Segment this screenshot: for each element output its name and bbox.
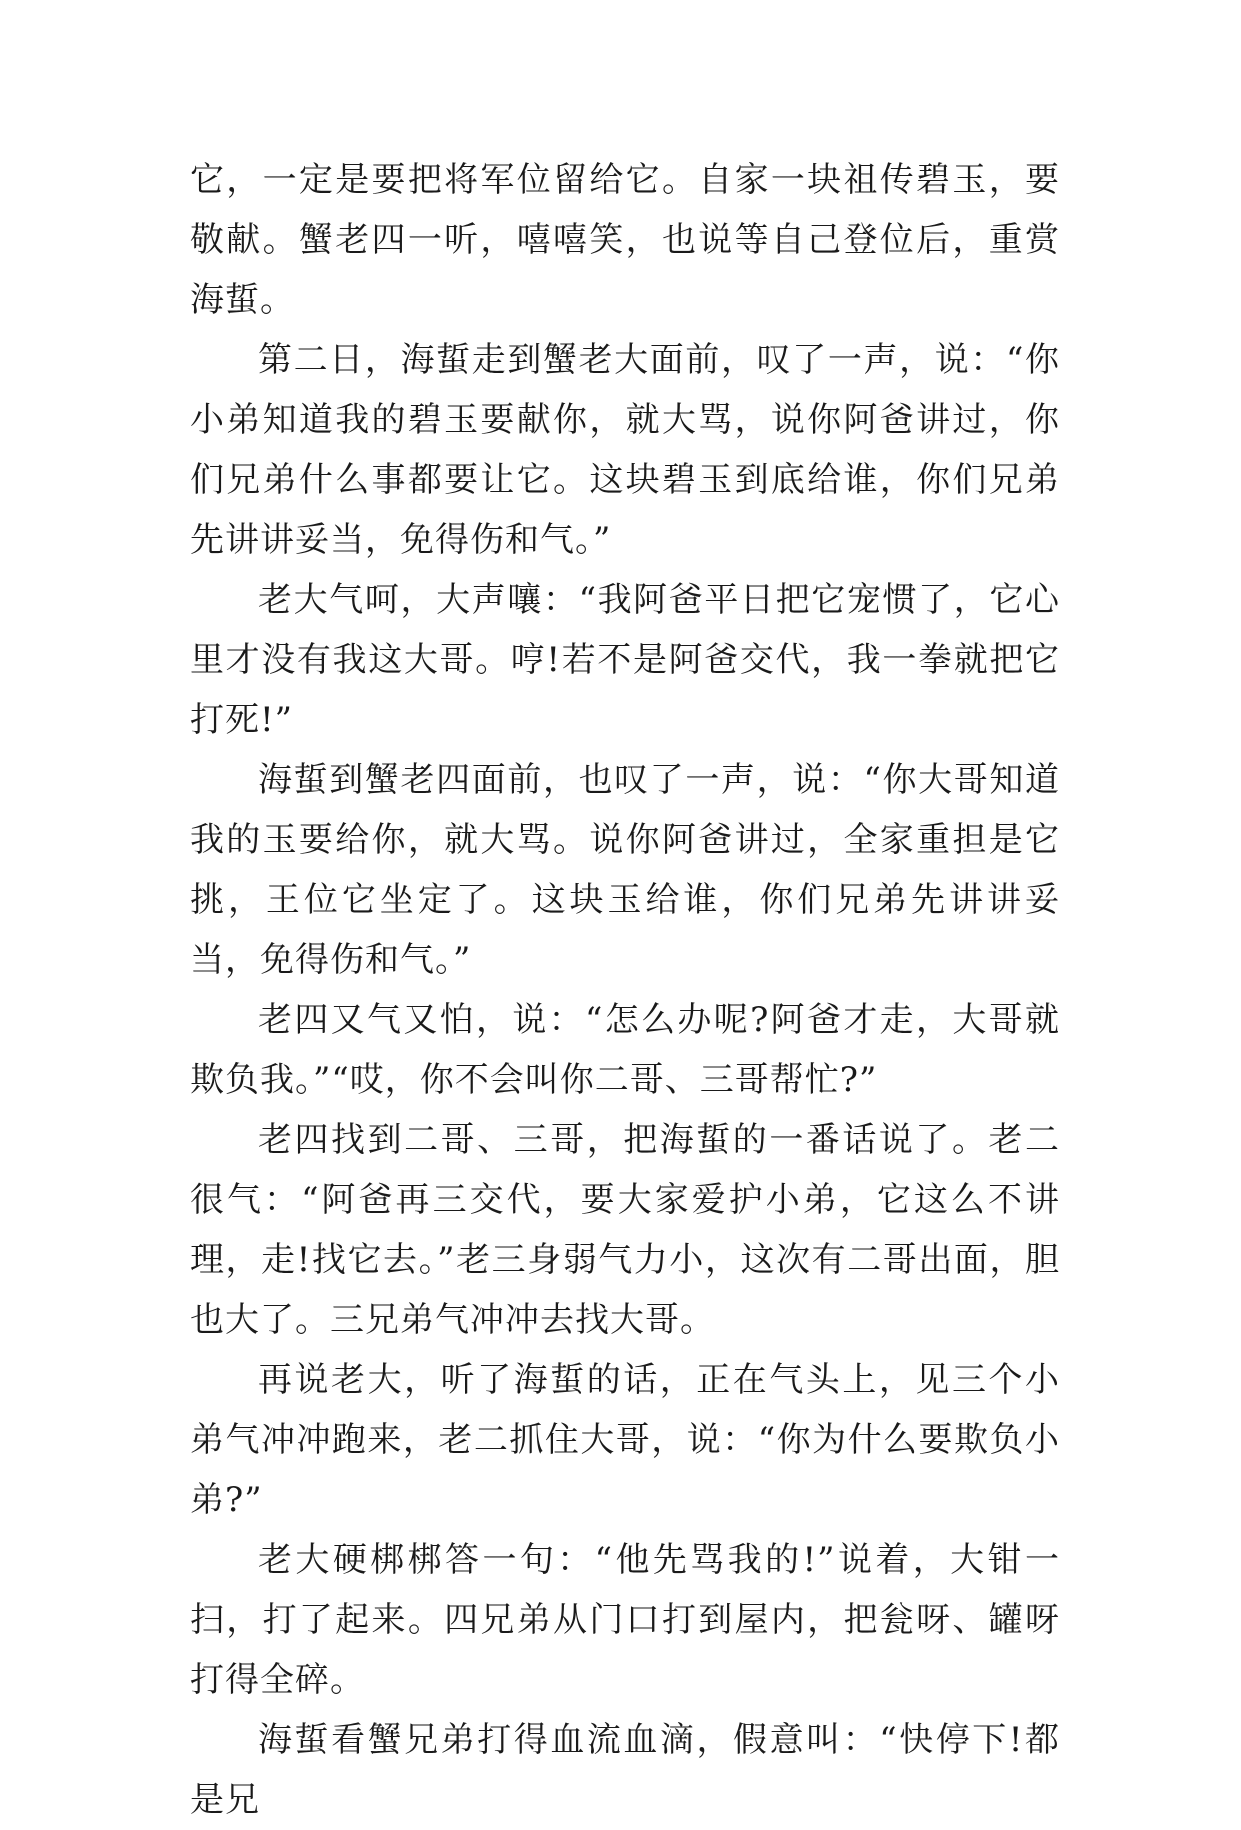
paragraph-7: 再说老大，听了海蜇的话，正在气头上，见三个小弟气冲冲跑来，老二抓住大哥，说：“你为什么要欺负小弟?” bbox=[190, 1360, 1060, 1520]
document-body bbox=[190, 150, 1060, 1830]
paragraph-3: 老大气呵，大声嚷：“我阿爸平日把它宠惯了，它心里才没有我这大哥。哼!若不是阿爸交代，我一拳就把它打死!” bbox=[190, 580, 1060, 740]
paragraph-5: 老四又气又怕，说：“怎么办呢?阿爸才走，大哥就欺负我。”“哎，你不会叫你二哥、三哥帮忙?” bbox=[190, 1000, 1060, 1100]
paragraph-1: 它，一定是要把将军位留给它。自家一块祖传碧玉，要敬献。蟹老四一听，嘻嘻笑，也说等自己登位后，重赏海蜇。 bbox=[190, 160, 1060, 320]
paragraph-9: 海蜇看蟹兄弟打得血流血滴，假意叫：“快停下!都是兄 bbox=[190, 1720, 1060, 1820]
paragraph-4: 海蜇到蟹老四面前，也叹了一声，说：“你大哥知道我的玉要给你，就大骂。说你阿爸讲过，全家重担是它挑，王位它坐定了。这块玉给谁，你们兄弟先讲讲妥当，免得伤和气。” bbox=[190, 760, 1060, 980]
paragraph-2: 第二日，海蜇走到蟹老大面前，叹了一声，说：“你小弟知道我的碧玉要献你，就大骂，说你阿爸讲过，你们兄弟什么事都要让它。这块碧玉到底给谁，你们兄弟先讲讲妥当，免得伤和气。” bbox=[190, 340, 1060, 560]
paragraph-6: 老四找到二哥、三哥，把海蜇的一番话说了。老二很气：“阿爸再三交代，要大家爱护小弟，它这么不讲理，走!找它去。”老三身弱气力小，这次有二哥出面，胆也大了。三兄弟气冲冲去找大哥。 bbox=[190, 1120, 1060, 1340]
paragraph-8: 老大硬梆梆答一句：“他先骂我的!”说着，大钳一扫，打了起来。四兄弟从门口打到屋内，把瓮呀、罐呀打得全碎。 bbox=[190, 1540, 1060, 1700]
